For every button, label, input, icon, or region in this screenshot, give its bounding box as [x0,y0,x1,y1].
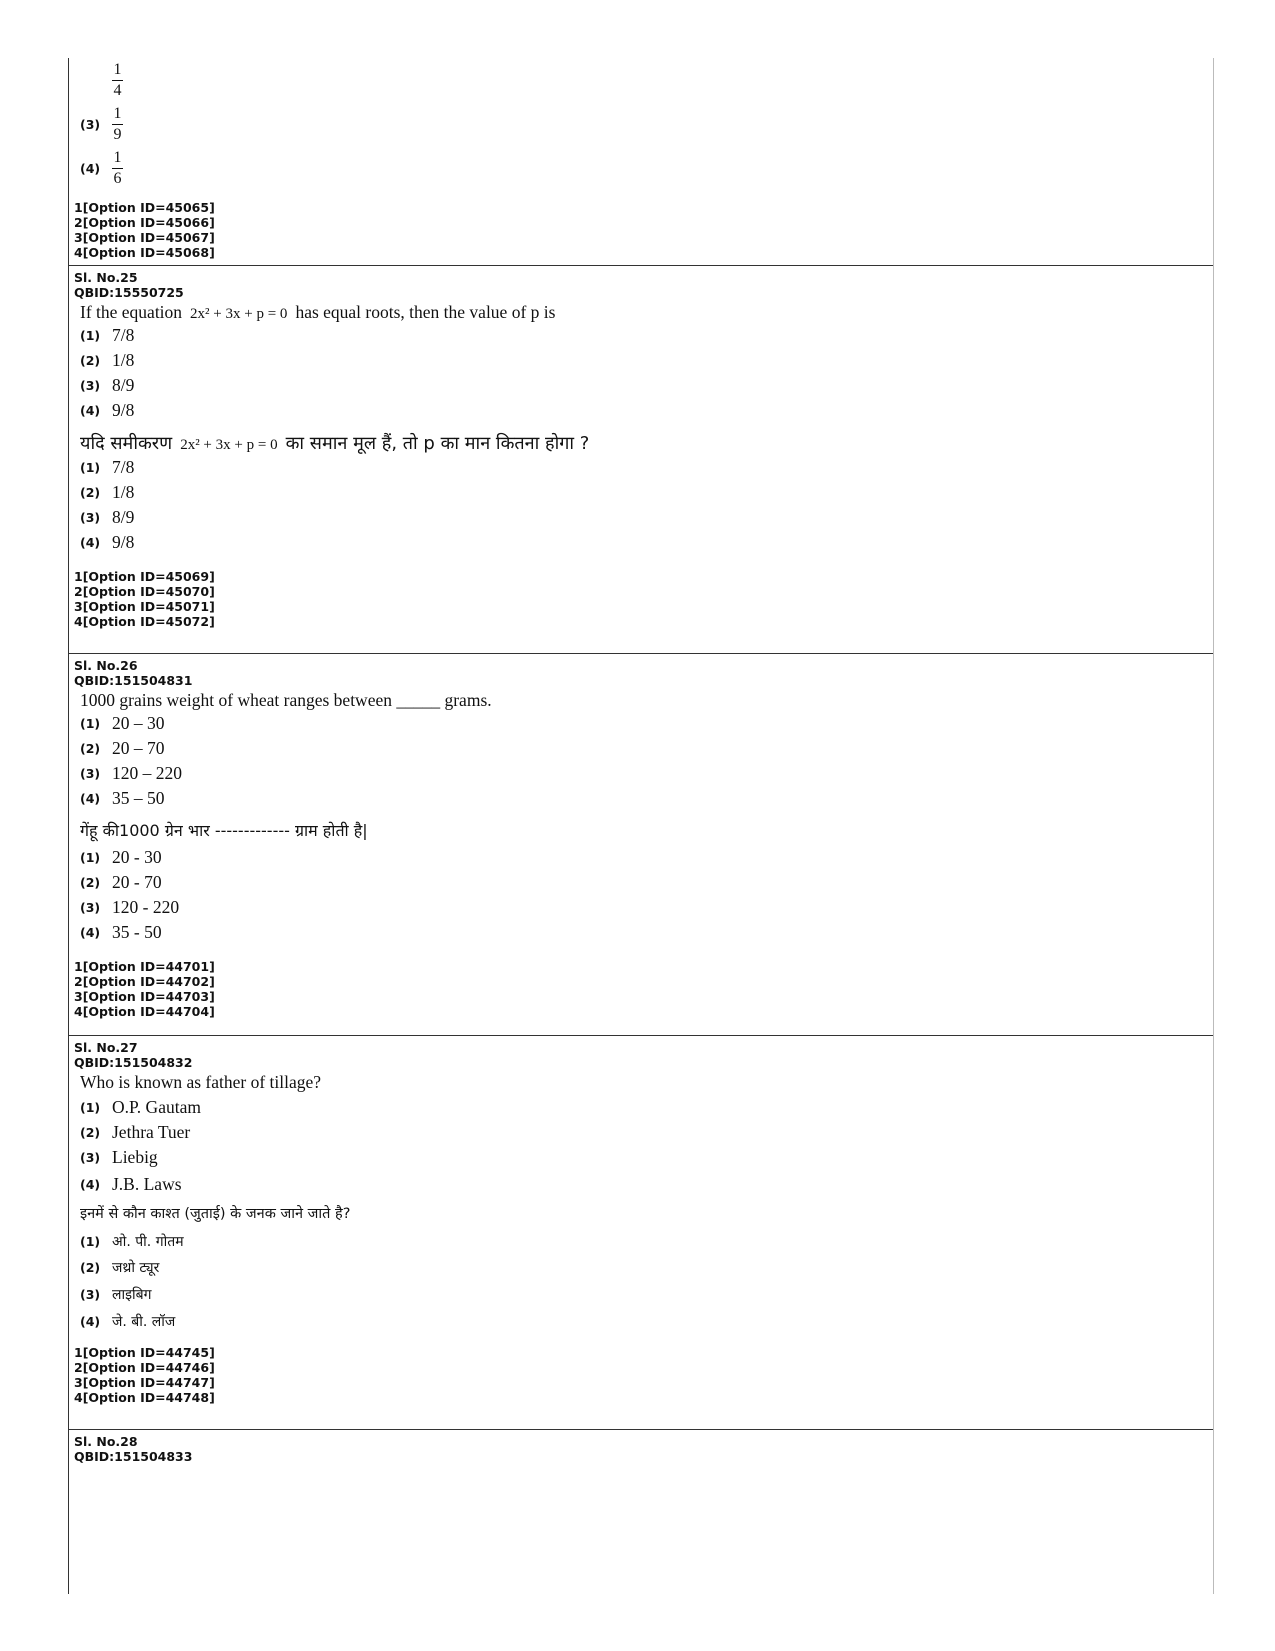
option-en-4: (4) 35 – 50 [80,788,165,808]
question-24-tail [69,58,1213,266]
question-text-en: Who is known as father of tillage? [80,1072,322,1092]
option-hi-1: (1) 20 - 30 [80,847,162,867]
qbid: QBID:151504832 [74,1055,193,1070]
option-hi-2: (2) 1/8 [80,482,135,502]
question-text-en: If the equation 2x² + 3x + p = 0 has equal roots, then the value of p is [80,302,556,322]
option-hi-2: (2) जथ्रो ट्यूर [80,1260,160,1276]
serial-number: Sl. No.28 [74,1434,138,1449]
option-en-1: (1) 7/8 [80,325,135,345]
option-hi-4: (4) 9/8 [80,532,135,552]
qbid: QBID:15550725 [74,285,184,300]
fraction: $\frac{1}{6}$ [113,148,122,187]
option-ids: 1[Option ID=44701] 2[Option ID=44702] 3[Option ID=44703] 4[Option ID=44704] [74,959,215,1019]
option-hi-3: (3) लाइबिग [80,1287,152,1303]
option-hi-3: (3) 120 - 220 [80,897,180,917]
option-hi-4: (4) जे. बी. लॉज [80,1314,176,1330]
equation: 2x² + 3x + p = 0 [190,306,288,322]
option-2-fraction [69,58,1213,102]
option-hi-4: (4) 35 - 50 [80,922,162,942]
option-en-4: (4) 9/8 [80,400,135,420]
question-25 [69,266,1213,654]
question-26 [69,654,1213,1036]
option-en-2: (2) 1/8 [80,350,135,370]
option-ids: 1[Option ID=45069] 2[Option ID=45070] 3[Option ID=45071] 4[Option ID=45072] [74,569,215,629]
option-hi-3: (3) 8/9 [80,507,135,527]
question-text-en: 1000 grains weight of wheat ranges between _____ grams. [80,690,492,710]
option-3-fraction: (3) $\frac{1}{9}$ [80,104,122,143]
option-en-1: (1) 20 – 30 [80,713,165,733]
option-hi-1: (1) 7/8 [80,457,135,477]
equation: 2x² + 3x + p = 0 [180,437,278,453]
option-ids: 1[Option ID=44745] 2[Option ID=44746] 3[Option ID=44747] 4[Option ID=44748] [74,1345,215,1405]
qbid: QBID:151504833 [74,1449,193,1464]
option-en-2: (2) Jethra Tuer [80,1122,191,1142]
option-4-fraction: (4) $\frac{1}{6}$ [80,148,122,187]
qbid: QBID:151504831 [74,673,193,688]
serial-number: Sl. No.25 [74,270,138,285]
option-en-2: (2) 20 – 70 [80,738,165,758]
fraction: $\frac{1}{4}$ [113,60,122,99]
option-en-3: (3) Liebig [80,1147,158,1167]
serial-number: Sl. No.27 [74,1040,138,1055]
option-en-3: (3) 8/9 [80,375,135,395]
option-en-4: (4) J.B. Laws [80,1174,182,1194]
serial-number: Sl. No.26 [74,658,138,673]
option-ids: 1[Option ID=45065] 2[Option ID=45066] 3[Option ID=45067] 4[Option ID=45068] [74,200,215,260]
option-hi-2: (2) 20 - 70 [80,872,162,892]
option-en-1: (1) O.P. Gautam [80,1097,201,1117]
question-27 [69,1036,1213,1430]
question-text-hi: यदि समीकरण 2x² + 3x + p = 0 का समान मूल हैं, तो p का मान कितना होगा ? [80,433,590,454]
fraction: $\frac{1}{9}$ [113,104,122,143]
option-hi-1: (1) ओ. पी. गोतम [80,1234,184,1250]
question-paper-frame [68,58,1214,1594]
question-text-hi: इनमें से कौन काश्त (जुताई) के जनक जाने जाते है? [80,1206,351,1222]
option-en-3: (3) 120 – 220 [80,763,182,783]
question-28 [69,1430,1213,1594]
question-text-hi: गेंहू की1000 ग्रेन भार ------------- ग्राम होती है| [80,821,368,840]
